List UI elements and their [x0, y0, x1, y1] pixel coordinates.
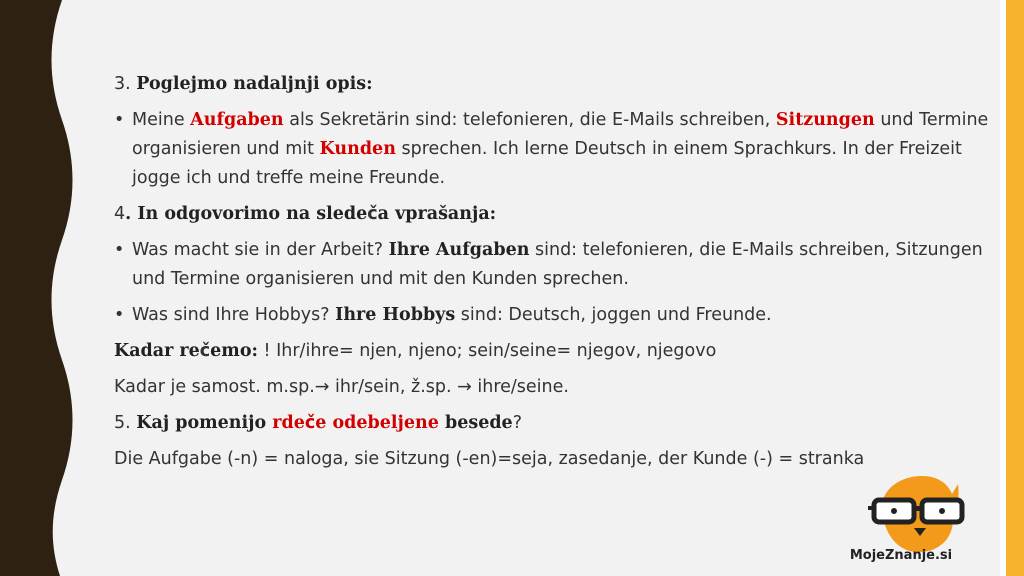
kadar-line: Kadar rečemo: ! Ihr/ihre= njen, njeno; sein/seine= njegov, njegovo — [114, 341, 717, 361]
section-4-bullet-1: • Was macht sie in der Arbeit? Ihre Aufgaben sind: telefonieren, die E-Mails schreiben, Sitzungen und Termine organisieren und mit den Kunden sprechen. — [114, 236, 994, 294]
definitions-line: Die Aufgabe (-n) = naloga, sie Sitzung (-en)=seja, zasedanje, der Kunde (-) = stranka — [114, 449, 865, 469]
bullet-icon: • — [114, 305, 125, 325]
section-3-bullet: • Meine Aufgaben als Sekretärin sind: telefonieren, die E-Mails schreiben, Sitzungen und Termine organisieren und mit Kunden sprechen. Ich lerne Deutsch in einem Sprachkurs. In der Freizeit jogge ich und treffe meine Freunde. — [114, 106, 994, 193]
right-arrow-icon: → — [457, 377, 472, 397]
section-4-bullet-2: • Was sind Ihre Hobbys? Ihre Hobbys sind: Deutsch, joggen und Freunde. — [114, 301, 994, 330]
bullet-icon: • — [114, 110, 125, 130]
right-accent-bar — [1000, 0, 1024, 576]
left-wave-decoration — [0, 0, 80, 576]
section-3-heading: 3. Poglejmo nadaljnji opis: — [114, 74, 373, 94]
section-5-heading: 5. Kaj pomenijo rdeče odebeljene besede? — [114, 413, 522, 433]
right-arrow-icon: → — [314, 377, 330, 397]
bullet-icon: • — [114, 240, 125, 260]
kadar-samost-line: Kadar je samost. m.sp.→ ihr/sein, ž.sp. → ihre/seine. — [114, 377, 569, 397]
slide-content — [114, 70, 994, 474]
logo-text: MojeZnanje.si — [849, 548, 953, 563]
section-4-heading: 4. In odgovorimo na sledeča vprašanja: — [114, 204, 497, 224]
